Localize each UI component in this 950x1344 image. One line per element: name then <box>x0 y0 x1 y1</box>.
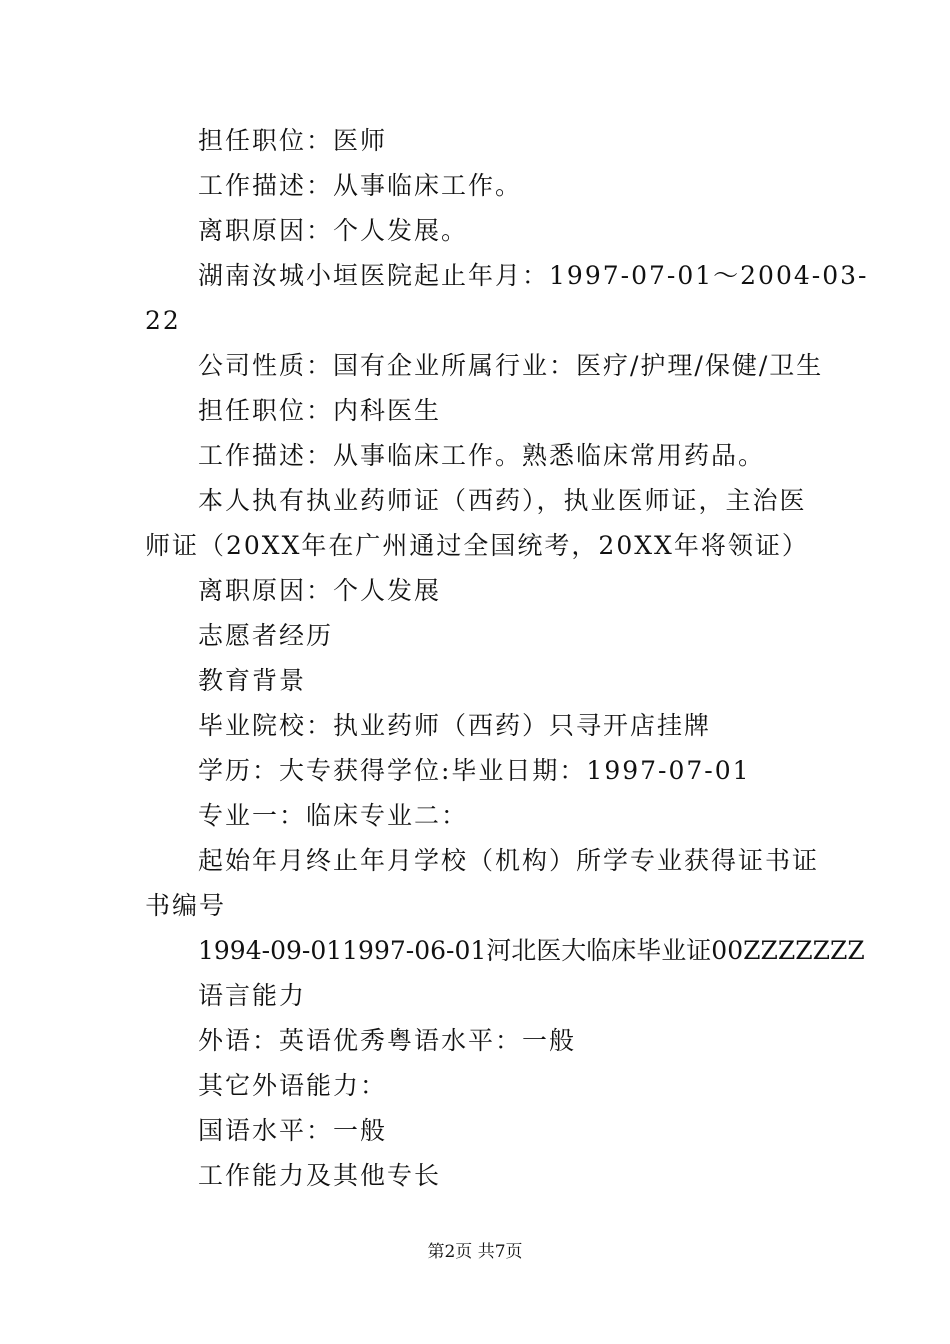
text-line: 国语水平：一般 <box>198 1116 388 1145</box>
text-line: 其它外语能力： <box>198 1071 388 1100</box>
section-heading: 志愿者经历 <box>198 621 334 650</box>
text-line: 毕业院校：执业药师（西药）只寻开店挂牌 <box>198 711 712 740</box>
text-line: 1994-09-011997-06-01河北医大临床毕业证00ZZZZZZZ <box>198 936 865 965</box>
text-line: 工作描述：从事临床工作。熟悉临床常用药品。 <box>198 441 766 470</box>
text-line: 湖南汝城小垣医院起止年月：1997-07-01～2004-03- <box>198 261 869 290</box>
text-line: 专业一：临床专业二： <box>198 801 469 830</box>
text-line: 学历：大专获得学位:毕业日期：1997-07-01 <box>198 756 751 785</box>
text-line: 离职原因：个人发展。 <box>198 216 469 245</box>
text-line: 外语：英语优秀粤语水平：一般 <box>198 1026 577 1055</box>
text-line: 22 <box>145 306 181 335</box>
text-line: 工作描述：从事临床工作。 <box>198 171 523 200</box>
text-line: 担任职位：内科医生 <box>198 396 442 425</box>
text-line: 担任职位：医师 <box>198 126 388 155</box>
text-line: 离职原因：个人发展 <box>198 576 442 605</box>
section-heading: 教育背景 <box>198 666 307 695</box>
text-line: 本人执有执业药师证（西药），执业医师证，主治医 <box>198 486 807 515</box>
section-heading: 语言能力 <box>198 981 307 1010</box>
page-number-footer: 第2页 共7页 <box>427 1242 523 1262</box>
text-line: 师证（20XX年在广州通过全国统考，20XX年将领证） <box>145 531 809 560</box>
text-line: 起始年月终止年月学校（机构）所学专业获得证书证 <box>198 846 820 875</box>
text-line: 书编号 <box>145 891 227 920</box>
section-heading: 工作能力及其他专长 <box>198 1161 442 1190</box>
text-line: 公司性质：国有企业所属行业：医疗/护理/保健/卫生 <box>198 351 824 380</box>
